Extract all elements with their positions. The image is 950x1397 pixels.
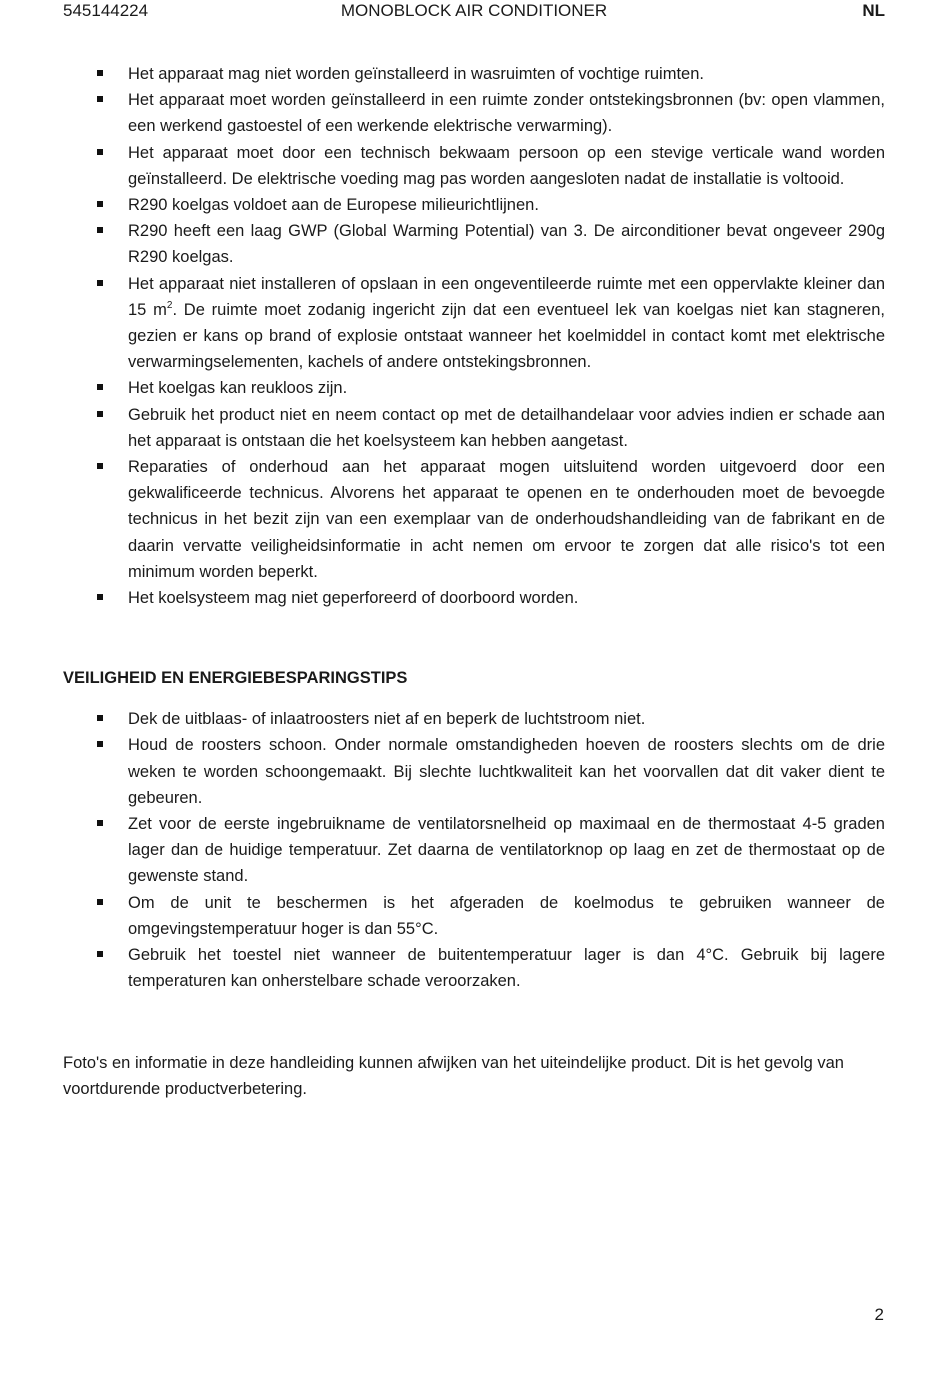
bullet-square-icon [97,384,103,390]
list-item-text: R290 koelgas voldoet aan de Europese milieurichtlijnen. [128,196,539,215]
list-item [63,218,885,270]
list-item-text: Gebruik het toestel niet wanneer de buitentemperatuur lager is dan 4°C. Gebruik bij lagere temperaturen kan onherstelbare schade veroorzaken. [128,946,885,991]
safety-list [63,61,885,611]
list-item [63,585,885,611]
bullet-square-icon [97,96,103,102]
document-title: MONOBLOCK AIR CONDITIONER [340,1,608,20]
list-item-text: Zet voor de eerste ingebruikname de ventilatorsnelheid op maximaal en de thermostaat 4-5 graden lager dan de huidige temperatuur. Zet daarna de ventilatorknop op laag en zet de thermostaat op de gewenste stand. [128,815,885,886]
bullet-square-icon [97,280,103,286]
list-item [63,192,885,218]
bullet-square-icon [97,227,103,233]
bullet-square-icon [97,951,103,957]
bullet-square-icon [97,201,103,207]
list-item [63,890,885,942]
page-header [63,0,885,24]
bullet-square-icon [97,899,103,905]
list-item-text: Dek de uitblaas- of inlaatroosters niet af en beperk de luchtstroom niet. [128,710,646,729]
list-item-text: R290 heeft een laag GWP (Global Warming Potential) van 3. De airconditioner bevat ongeveer 290g R290 koelgas. [128,222,885,267]
bullet-square-icon [97,149,103,155]
bullet-square-icon [97,741,103,747]
bullet-square-icon [97,715,103,721]
superscript: 2 [166,299,173,311]
list-item [63,61,885,87]
list-item [63,454,885,585]
list-item-text-part: . De ruimte moet zodanig ingericht zijn dat een eventueel lek van koelgas niet kan stagneren, gezien er kans op brand of explosie ontstaat wanneer het koelmiddel in contact komt met elektrische verwarmingselementen, kachels of andere ontstekingsbronnen. [128,300,885,372]
bullet-square-icon [97,463,103,469]
list-item-text: Houd de roosters schoon. Onder normale omstandigheden hoeven de roosters slechts om de drie weken te worden schoongemaakt. Bij slechte luchtkwaliteit kan het voorvallen dat dit vaker dient te gebeuren. [128,736,885,807]
list-item-text: Reparaties of onderhoud aan het apparaat mogen uitsluitend worden uitgevoerd door een gekwalificeerde technicus. Alvorens het apparaat te openen en te onderhouden moet de bevoegde technicus in het bezit zijn van een exemplaar van de onderhoudshandleiding van de fabrikant en de daarin vervatte veiligheidsinformatie in acht nemen om ervoor te zorgen dat alle risico's tot een minimum worden beperkt. [128,458,885,581]
page-number: 2 [874,1305,884,1324]
bullet-square-icon [97,594,103,600]
list-item-text: Het apparaat moet worden geïnstalleerd in een ruimte zonder ontstekingsbronnen (bv: open vlammen, een werkend gastoestel of een werkende elektrische verwarming). [128,91,885,136]
list-item [63,87,885,139]
list-item [63,375,885,401]
list-item-text: Het koelsysteem mag niet geperforeerd of doorboord worden. [128,589,579,608]
list-item [63,706,885,732]
list-item [63,140,885,192]
bullet-square-icon [97,411,103,417]
list-item-text: Om de unit te beschermen is het afgeraden de koelmodus te gebruiken wanneer de omgevingstemperatuur hoger is dan 55°C. [128,893,885,938]
list-item [63,402,885,454]
section-heading: VEILIGHEID EN ENERGIEBESPARINGSTIPS [63,669,408,688]
list-item-text-part: Het apparaat niet installeren of opslaan in een ongeventileerde ruimte met een oppervlakte kleiner dan 15 m [128,274,885,319]
list-item [63,811,885,890]
language-code: NL [862,1,885,20]
bullet-square-icon [97,820,103,826]
disclaimer-text: Foto's en informatie in deze handleiding kunnen afwijken van het uiteindelijke product. Dit is het gevolg van voortdurende productverbetering. [63,1053,844,1098]
list-item [63,271,885,376]
list-item [63,732,885,811]
bullet-square-icon [97,70,103,76]
tips-list [63,706,885,994]
list-item-text: Het koelgas kan reukloos zijn. [128,379,348,398]
list-item-text: Gebruik het product niet en neem contact op met de detailhandelaar voor advies indien er schade aan het apparaat is ontstaan die het koelsysteem kan hebben aangetast. [128,405,885,450]
list-item-text: Het apparaat moet door een technisch bekwaam persoon op een stevige verticale wand worden geïnstalleerd. De elektrische voeding mag pas worden aangesloten nadat de installatie is voltooid. [128,143,885,188]
list-item [63,942,885,994]
document-number: 545144224 [63,1,149,20]
page-content [63,61,885,1102]
list-item-text: Het apparaat mag niet worden geïnstalleerd in wasruimten of vochtige ruimten. [128,65,704,83]
